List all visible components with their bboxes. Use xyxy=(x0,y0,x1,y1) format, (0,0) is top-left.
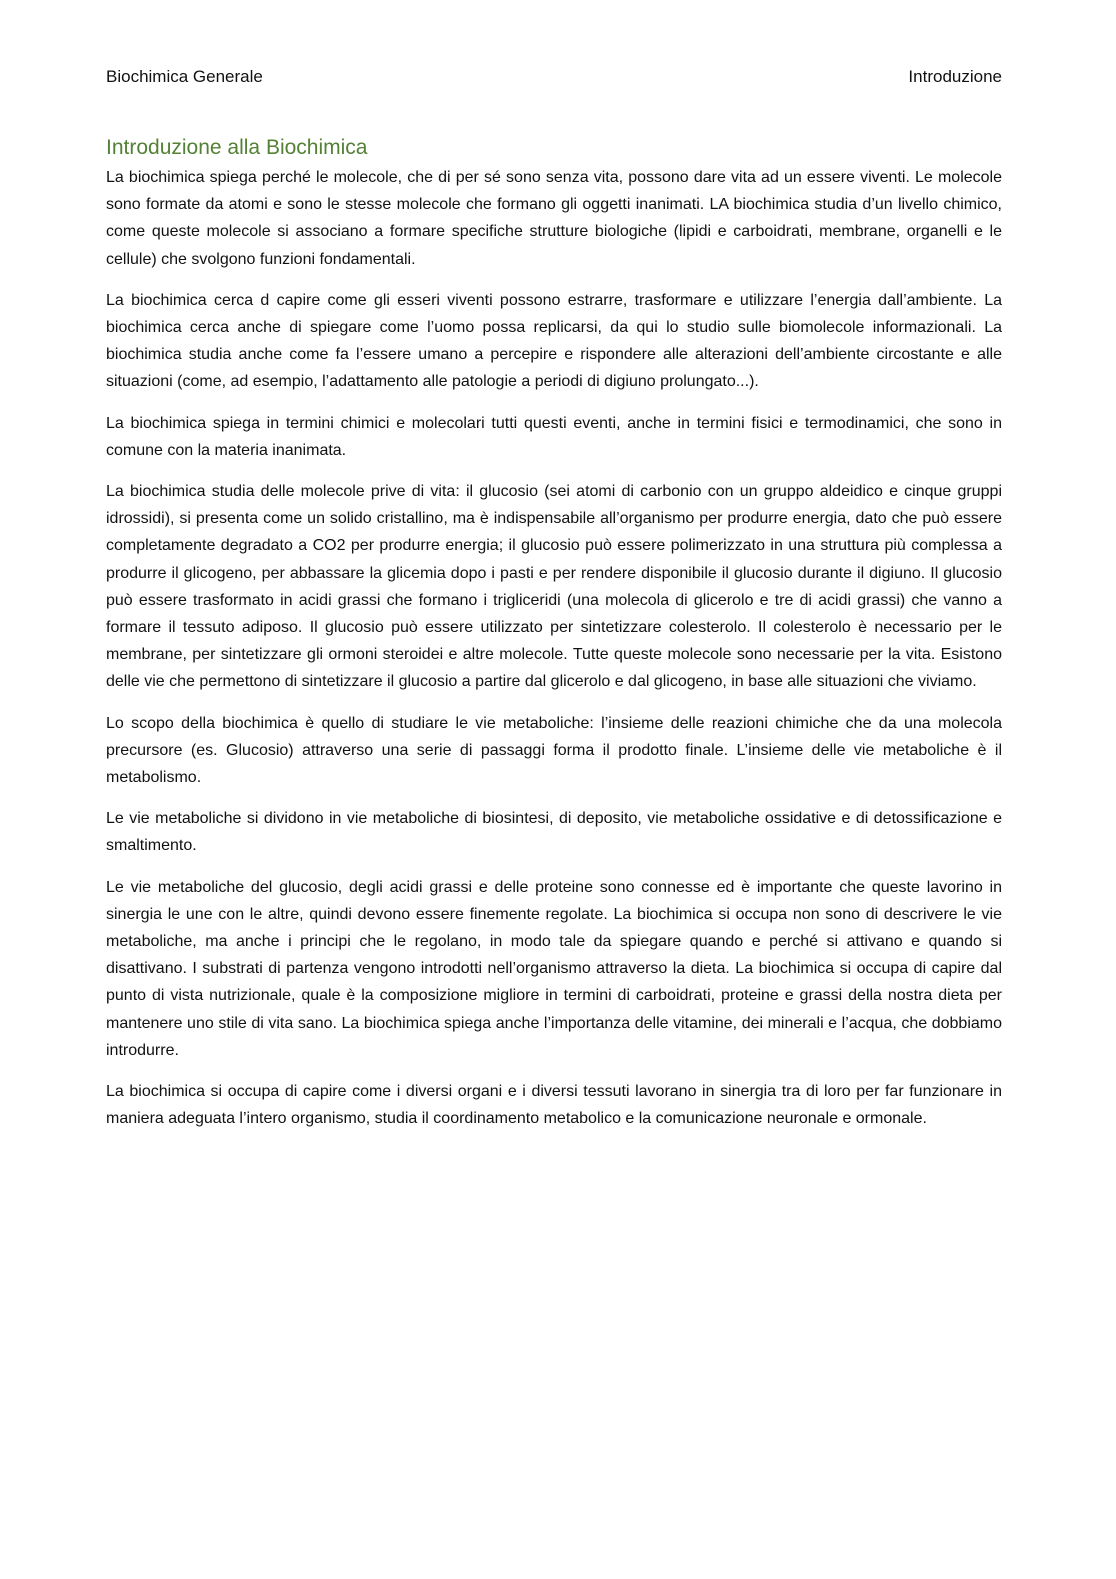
section-heading: Introduzione alla Biochimica xyxy=(106,136,368,159)
running-header-left: Biochimica Generale xyxy=(106,67,263,86)
paragraph: La biochimica spiega in termini chimici e molecolari tutti questi eventi, anche in termini fisici e termodinamici, che sono in comune con la materia inanimata. xyxy=(106,414,1002,459)
paragraph: Lo scopo della biochimica è quello di studiare le vie metaboliche: l’insieme delle reazioni chimiche che da una molecola precursore (es. Glucosio) attraverso una serie di passaggi forma il prodotto finale. L’insieme delle vie metaboliche è il metabolismo. xyxy=(106,714,1002,787)
paragraph: Le vie metaboliche del glucosio, degli acidi grassi e delle proteine sono connesse ed è importante che queste lavorino in sinergia le une con le altre, quindi devono essere finemente regolate. La biochimica si occupa non sono di descrivere le vie metaboliche, ma anche i principi che le regolano, in modo tale da spiegare quando e perché si attivano e quando si disattivano. I substrati di partenza vengono introdotti nell’organismo attraverso la dieta. La biochimica si occupa di capire dal punto di vista nutrizionale, quale è la composizione migliore in termini di carboidrati, proteine e grassi della nostra dieta per mantenere uno stile di vita sano. La biochimica spiega anche l’importanza delle vitamine, dei minerali e l’acqua, che dobbiamo introdurre. xyxy=(106,878,1002,1059)
paragraph: La biochimica si occupa di capire come i diversi organi e i diversi tessuti lavorano in sinergia tra di loro per far funzionare in maniera adeguata l’intero organismo, studia il coordinamento metabolico e la comunicazione neuronale e ormonale. xyxy=(106,1083,1002,1128)
paragraph: La biochimica studia delle molecole prive di vita: il glucosio (sei atomi di carbonio con un gruppo aldeidico e cinque gruppi idrossidi), si presenta come un solido cristallino, ma è indispensabile all’organismo per produrre energia, dato che può essere completamente degradato a CO2 per produrre energia; il glucosio può essere polimerizzato in una struttura più complessa a produrre il glicogeno, per abbassare la glicemia dopo i pasti e per rendere disponibile il glucosio durante il digiuno. Il glucosio può essere trasformato in acidi grassi che formano i trigliceridi (una molecola di glicerolo e tre di acidi grassi) che vanno a formare il tessuto adiposo. Il glucosio può essere utilizzato per sintetizzare colesterolo. Il colesterolo è necessario per le membrane, per sintetizzare gli ormoni steroidei e altre molecole. Tutte queste molecole sono necessarie per la vita. Esistono delle vie che permettono di sintetizzare il glucosio a partire dal glicerolo e dal glicogeno, in base alle situazioni che viviamo. xyxy=(106,483,1002,691)
running-header-right: Introduzione xyxy=(908,67,1002,86)
paragraph: La biochimica spiega perché le molecole, che di per sé sono senza vita, possono dare vita ad un essere viventi. Le molecole sono formate da atomi e sono le stesse molecole che formano gli oggetti inanimati. LA biochimica studia d’un livello chimico, come queste molecole si associano a formare specifiche strutture biologiche (lipidi e carboidrati, membrane, organelli e le cellule) che svolgono funzioni fondamentali. xyxy=(106,169,1002,268)
paragraph: Le vie metaboliche si dividono in vie metaboliche di biosintesi, di deposito, vie metaboliche ossidative e di detossificazione e smaltimento. xyxy=(106,810,1002,855)
page-body xyxy=(106,134,1002,1147)
paragraph: La biochimica cerca d capire come gli esseri viventi possono estrarre, trasformare e utilizzare l’energia dall’ambiente. La biochimica cerca anche di spiegare come l’uomo possa replicarsi, da qui lo studio sulle biomolecole informazionali. La biochimica studia anche come fa l’essere umano a percepire e rispondere alle alterazioni dell’ambiente circostante e alle situazioni (come, ad esempio, l’adattamento alle patologie a periodi di digiuno prolungato...). xyxy=(106,291,1002,391)
